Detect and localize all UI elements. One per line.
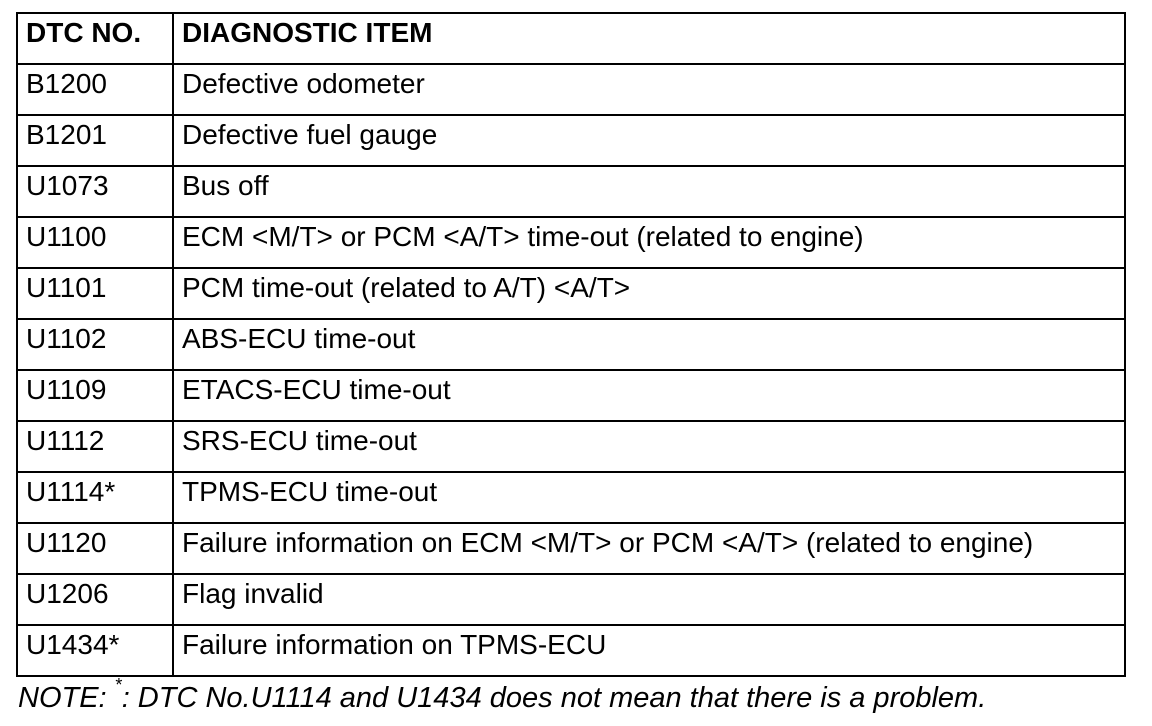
- diagnostic-item-cell: SRS-ECU time-out: [173, 421, 1125, 472]
- header-dtc-no: DTC NO.: [17, 13, 173, 64]
- dtc-code-cell: U1112: [17, 421, 173, 472]
- dtc-code-cell: U1073: [17, 166, 173, 217]
- table-row: [17, 523, 1125, 574]
- table-row: [17, 421, 1125, 472]
- dtc-code-cell: B1201: [17, 115, 173, 166]
- diagnostic-item-cell: Defective odometer: [173, 64, 1125, 115]
- table-row: [17, 64, 1125, 115]
- table-row: [17, 472, 1125, 523]
- diagnostic-item-cell: ABS-ECU time-out: [173, 319, 1125, 370]
- table-row: [17, 625, 1125, 676]
- diagnostic-item-cell: TPMS-ECU time-out: [173, 472, 1125, 523]
- table-row: [17, 217, 1125, 268]
- dtc-code-cell: U1120: [17, 523, 173, 574]
- note-prefix: NOTE:: [18, 682, 115, 714]
- diagnostic-item-cell: ECM <M/T> or PCM <A/T> time-out (related to engine): [173, 217, 1125, 268]
- dtc-code-cell: B1200: [17, 64, 173, 115]
- diagnostic-item-cell: ETACS-ECU time-out: [173, 370, 1125, 421]
- dtc-table: [16, 12, 1126, 677]
- diagnostic-item-cell: Bus off: [173, 166, 1125, 217]
- table-row: [17, 574, 1125, 625]
- header-diagnostic-item: DIAGNOSTIC ITEM: [173, 13, 1125, 64]
- diagnostic-item-cell: Defective fuel gauge: [173, 115, 1125, 166]
- table-row: [17, 370, 1125, 421]
- dtc-code-cell: U1101: [17, 268, 173, 319]
- dtc-code-cell: U1100: [17, 217, 173, 268]
- diagnostic-item-cell: PCM time-out (related to A/T) <A/T>: [173, 268, 1125, 319]
- diagnostic-item-cell: Failure information on TPMS-ECU: [173, 625, 1125, 676]
- diagnostic-item-cell: Failure information on ECM <M/T> or PCM <A/T> (related to engine): [173, 523, 1125, 574]
- table-header-row: [17, 13, 1125, 64]
- dtc-code-cell: U1109: [17, 370, 173, 421]
- table-row: [17, 115, 1125, 166]
- asterisk-marker: *: [114, 675, 122, 695]
- dtc-code-cell: U1114*: [17, 472, 173, 523]
- table-row: [17, 166, 1125, 217]
- table-row: [17, 268, 1125, 319]
- dtc-code-cell: U1434*: [17, 625, 173, 676]
- table-row: [17, 319, 1125, 370]
- footnote: [18, 675, 987, 716]
- note-text: : DTC No.U1114 and U1434 does not mean that there is a problem.: [121, 682, 987, 714]
- diagnostic-item-cell: Flag invalid: [173, 574, 1125, 625]
- dtc-code-cell: U1206: [17, 574, 173, 625]
- dtc-code-cell: U1102: [17, 319, 173, 370]
